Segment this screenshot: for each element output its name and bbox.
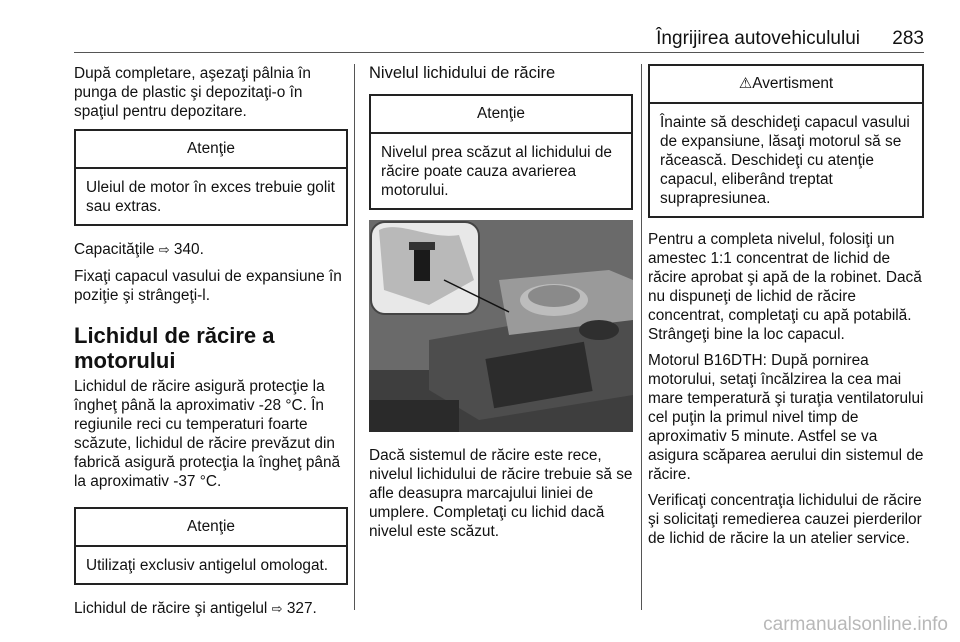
- refill-paragraph: Pentru a completa nivelul, folosiţi un amestec 1:1 concentrat de lichid de răcire aprobat şi apă de la robinet. Dacă nu dispuneţi de lichid de răcire concentrat, completaţi cu apă potabilă. Strângeţi bine la loc capacul.: [648, 231, 922, 343]
- page-title: Îngrijirea autovehiculului: [656, 28, 860, 49]
- caution-title: Atenţie: [371, 96, 631, 134]
- watermark: carmanualsonline.info: [763, 614, 948, 635]
- page-number: 283: [892, 28, 924, 49]
- caution-box-level: [369, 94, 633, 210]
- antifreeze-paragraph: [74, 599, 348, 619]
- check-paragraph: Verificaţi concentraţia lichidului de răcire şi solicitaţi remedierea cauzei pierderilor de lichid de răcire la un atelier service.: [648, 492, 922, 547]
- column-divider-1: [354, 64, 355, 610]
- capacities-paragraph: [74, 240, 348, 260]
- coolant-paragraph: Lichidul de răcire asigură protecţie la îngheţ până la aproximativ -28 °C. În regiunile reci cu temperaturi foarte scăzute, lichidul de răcire prevăzut din fabrică asigură protecţia la îngheţ până la aproximativ -37 °C.: [74, 378, 341, 490]
- engine-paragraph: Motorul B16DTH: După pornirea motorului, setaţi încălzirea la cea mai mare temperatură şi turaţia ventilatorului cel puţin la primul nivel timp de aproximativ 5 minute. Astfel se va asigura scăparea aerului din sistemul de răcire.: [648, 352, 924, 483]
- warning-header: [650, 66, 922, 104]
- caution-text: Utilizaţi exclusiv antigelul omologat.: [86, 557, 329, 574]
- capacities-link[interactable]: 340.: [173, 241, 204, 258]
- section-title: Lichidul de răcire a motorului: [74, 323, 275, 373]
- column-middle: [369, 64, 633, 541]
- caution-text: Nivelul prea scăzut al lichidului de răcire poate cauza avarierea motorului.: [381, 144, 612, 199]
- caution-box-oil: [74, 129, 348, 226]
- warning-title: Avertisment: [752, 75, 834, 92]
- level-paragraph: Dacă sistemul de răcire este rece, nivelul lichidului de răcire trebuie să se afle deasupra marcajului liniei de umplere. Completaţi cu lichid dacă nivelul este scăzut.: [369, 447, 633, 540]
- subsection-title: Nivelul lichidului de răcire: [369, 64, 556, 82]
- antifreeze-text: Lichidul de răcire şi antigelul: [74, 600, 268, 617]
- caution-box-antifreeze: [74, 507, 348, 585]
- warning-triangle-icon: ⚠: [738, 74, 753, 92]
- fix-cap-paragraph: Fixaţi capacul vasului de expansiune în poziţie şi strângeţi-l.: [74, 268, 342, 304]
- caution-title: Atenţie: [76, 131, 346, 169]
- column-left: [74, 64, 348, 619]
- column-right: [648, 64, 924, 548]
- intro-paragraph: După completare, aşezaţi pâlnia în punga de plastic şi depozitaţi-o în spaţiul pentru depozitare.: [74, 65, 311, 120]
- capacities-text: Capacităţile: [74, 241, 155, 258]
- page-ref-arrow-icon: ⇨: [158, 243, 170, 258]
- warning-box: [648, 64, 924, 218]
- caution-title: Atenţie: [76, 509, 346, 547]
- antifreeze-link[interactable]: 327.: [286, 600, 317, 617]
- warning-text: Înainte să deschideţi capacul vasului de expansiune, lăsaţi motorul să se răcească. Deschideţi cu atenţie capacul, eliberând treptat suprapresiunea.: [660, 114, 910, 207]
- header-rule: [74, 52, 924, 53]
- engine-coolant-reservoir-image: [369, 220, 633, 432]
- column-divider-2: [641, 64, 642, 610]
- page-ref-arrow-icon: ⇨: [271, 602, 283, 617]
- caution-text: Uleiul de motor în exces trebuie golit sau extras.: [86, 179, 335, 215]
